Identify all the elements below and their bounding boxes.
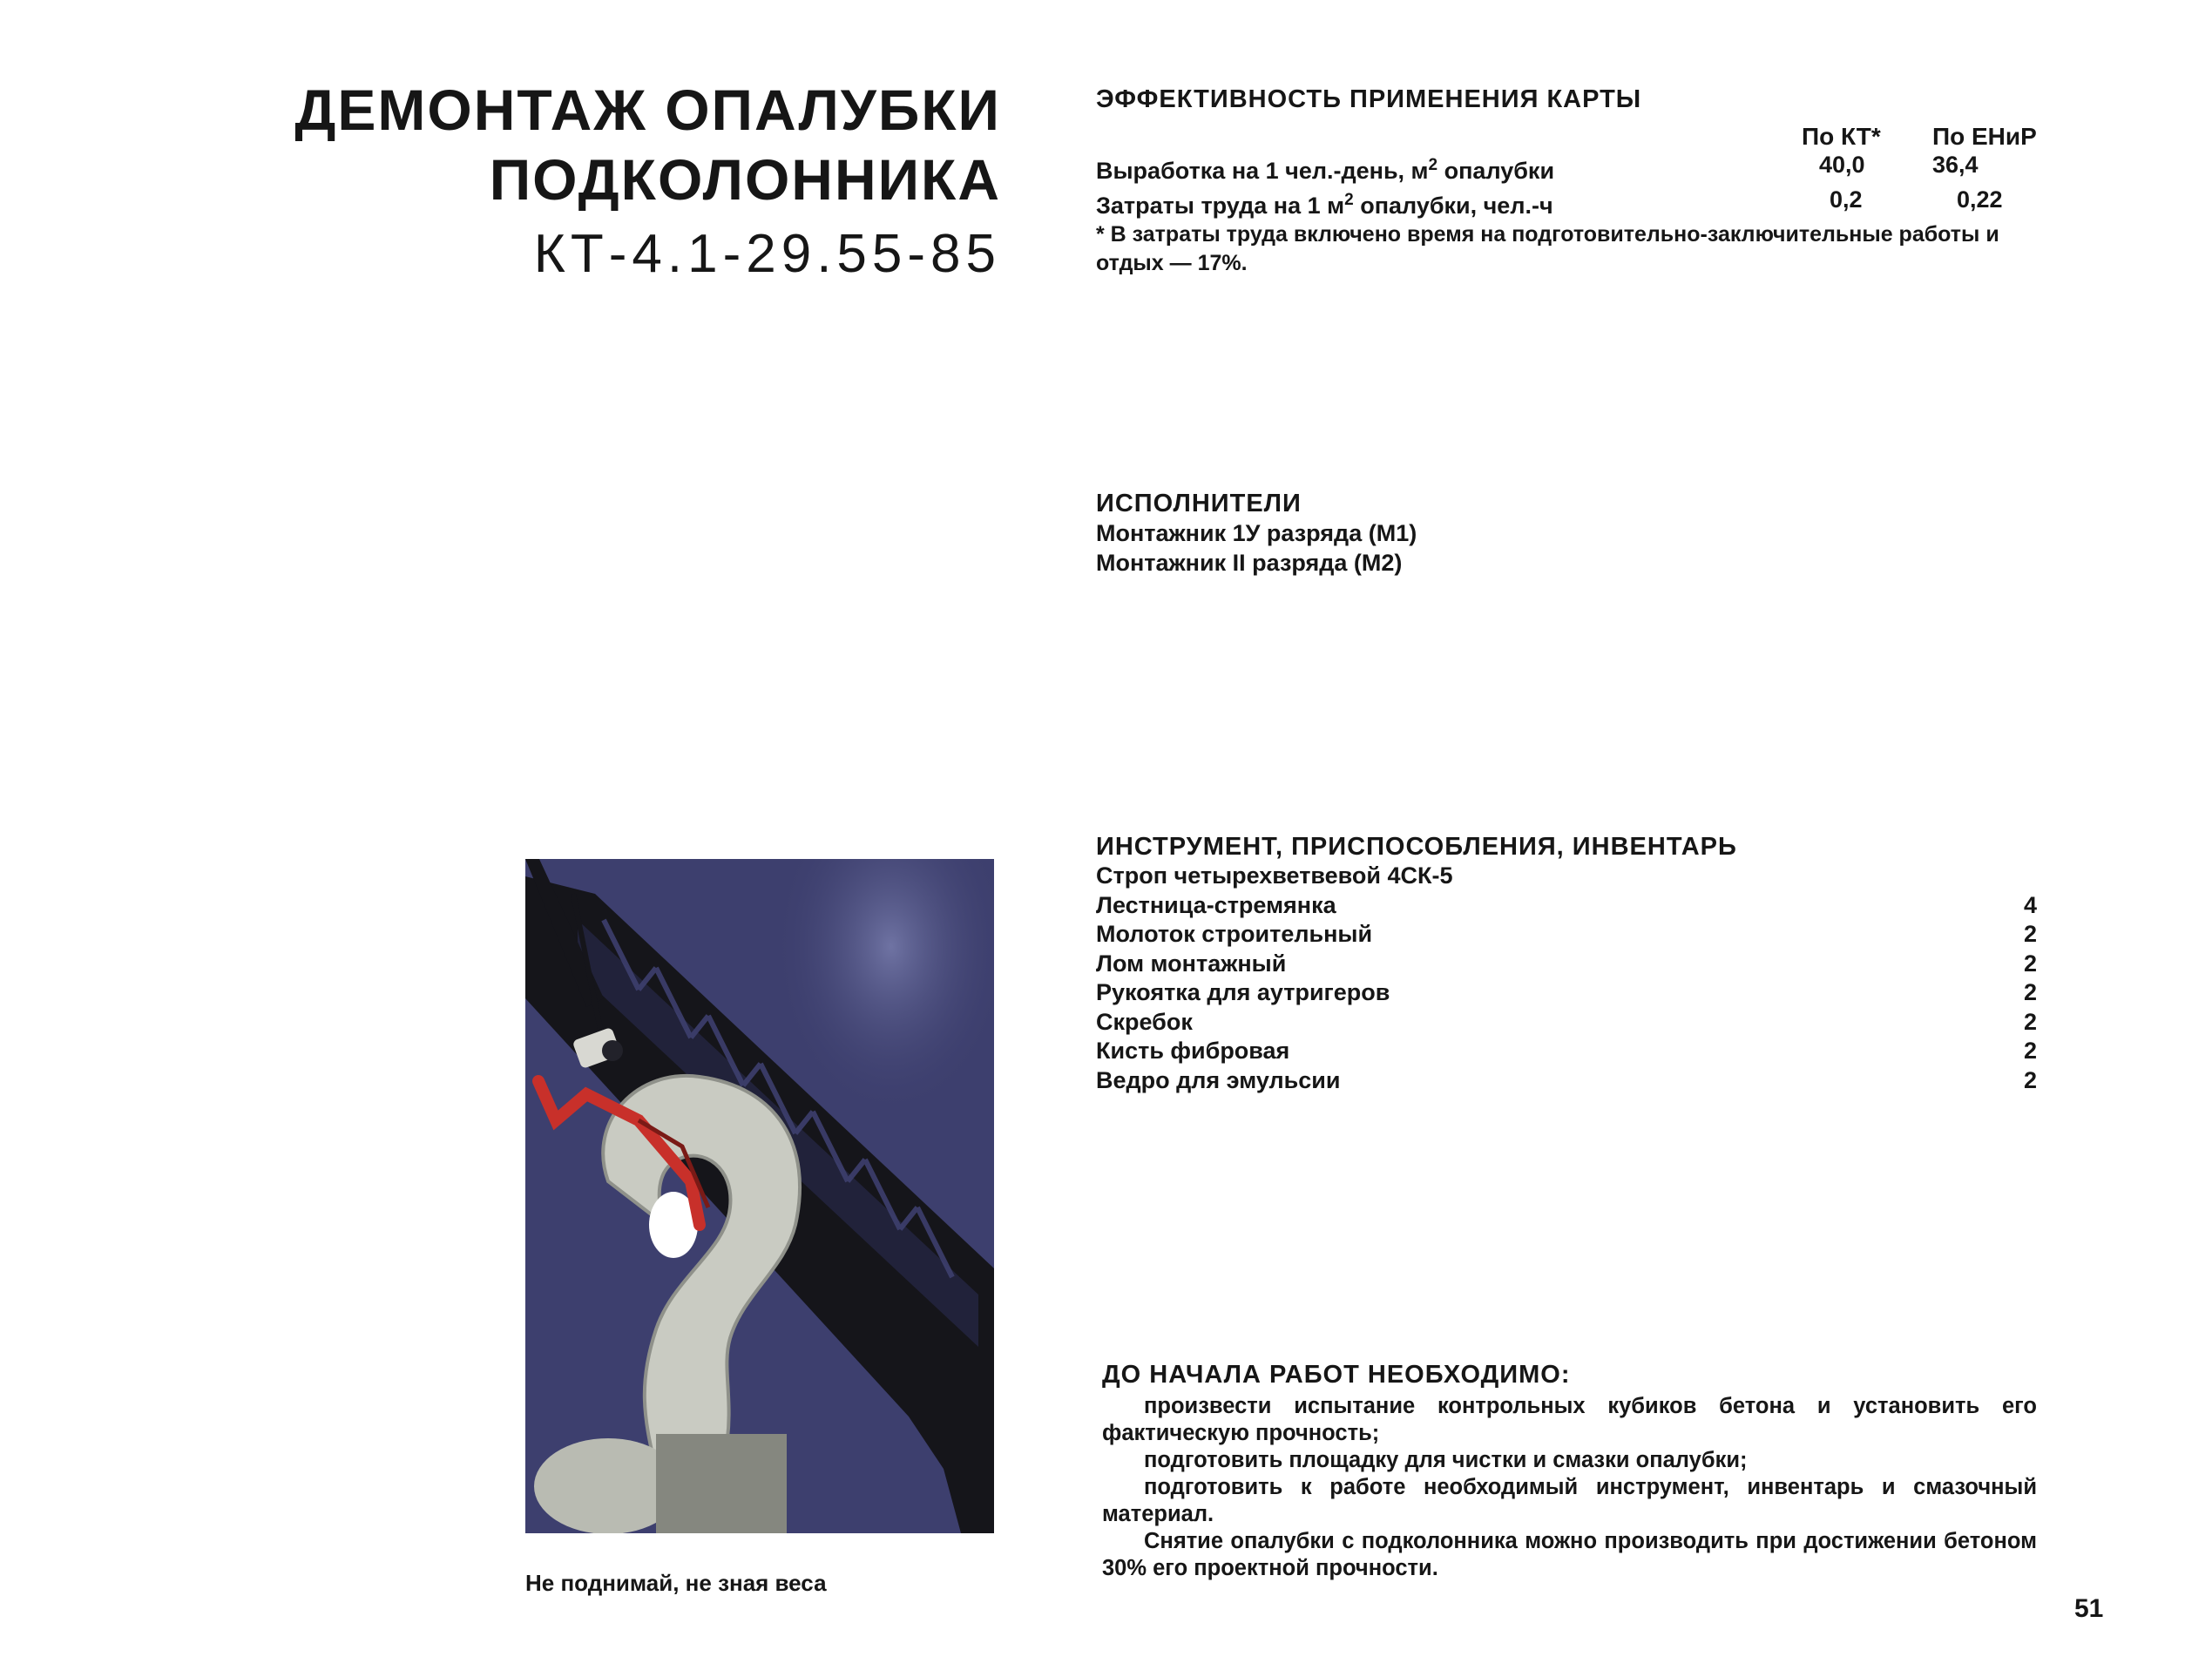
list-item: Скребок 2 [1096, 1008, 2037, 1035]
illustration-caption: Не поднимай, не зная веса [525, 1570, 827, 1596]
crew-heading: ИСПОЛНИТЕЛИ [1096, 490, 1302, 517]
tools-heading: ИНСТРУМЕНТ, ПРИСПОСОБЛЕНИЯ, ИНВЕНТАРЬ [1096, 833, 1737, 861]
list-item: Рукоятка для аутригеров 2 [1096, 979, 2037, 1005]
list-item: Лестница-стремянка 4 [1096, 891, 2037, 918]
list-item: Ведро для эмульсии 2 [1096, 1066, 2037, 1093]
paragraph: произвести испытание контрольных кубиков бетона и установить его фактическую прочность; [1102, 1394, 2037, 1445]
title-line-2: ПОДКОЛОННИКА [489, 147, 1001, 212]
paragraph: Снятие опалубки с подколонника можно производить при достижении бетоном 30% его проектной прочности. [1102, 1529, 2037, 1580]
value-kt: 40,0 [1819, 152, 1865, 178]
tools-section [1096, 833, 2037, 1095]
page-number: 51 [2074, 1594, 2104, 1623]
safety-poster-illustration [525, 859, 994, 1533]
paragraph: подготовить площадку для чистки и смазки опалубки; [1144, 1448, 1748, 1472]
efficiency-section [1096, 85, 2054, 278]
crew-item: Монтажник II разряда (М2) [1096, 550, 1403, 576]
hook-shank [656, 1434, 787, 1533]
document-title [294, 75, 1001, 291]
efficiency-row: Выработка на 1 чел.-день, $м^2$ опалубки 40,0 36,4 [1096, 151, 2054, 186]
title-code: КТ-4.1-29.55-85 [533, 224, 1001, 284]
before-work-heading: ДО НАЧАЛА РАБОТ НЕОБХОДИМО: [1102, 1361, 1571, 1389]
value-enir: 36,4 [1932, 152, 1979, 178]
list-item: Строп четырехветвевой 4СК-5 [1096, 862, 1453, 889]
crew-item: Монтажник 1У разряда (М1) [1096, 520, 1417, 546]
paragraph: подготовить к работе необходимый инструмент, инвентарь и смазочный материал. [1102, 1475, 2037, 1526]
crew-section [1096, 490, 1417, 578]
list-item: Кисть фибровая 2 [1096, 1038, 2037, 1064]
value-kt: 0,2 [1830, 186, 1863, 213]
list-item: Лом монтажный 2 [1096, 950, 2037, 977]
title-line-1: ДЕМОНТАЖ ОПАЛУБКИ [294, 78, 1001, 142]
column-enir: По ЕНиР [1932, 123, 2037, 150]
efficiency-row: Затраты труда на 1 $м^2$ опалубки, чел.-ч 0,2 0,22 [1096, 186, 2054, 220]
efficiency-column-headers [1096, 123, 2054, 151]
value-enir: 0,22 [1957, 186, 2003, 213]
efficiency-heading: ЭФФЕКТИВНОСТЬ ПРИМЕНЕНИЯ КАРТЫ [1096, 85, 1642, 113]
column-kt: По КТ* [1802, 123, 1881, 150]
list-item: Молоток строительный 2 [1096, 921, 2037, 947]
efficiency-note: * В затраты труда включено время на подготовительно-заключительные работы и отдых — 17%. [1096, 222, 1999, 275]
before-work-section [1102, 1361, 2037, 1582]
